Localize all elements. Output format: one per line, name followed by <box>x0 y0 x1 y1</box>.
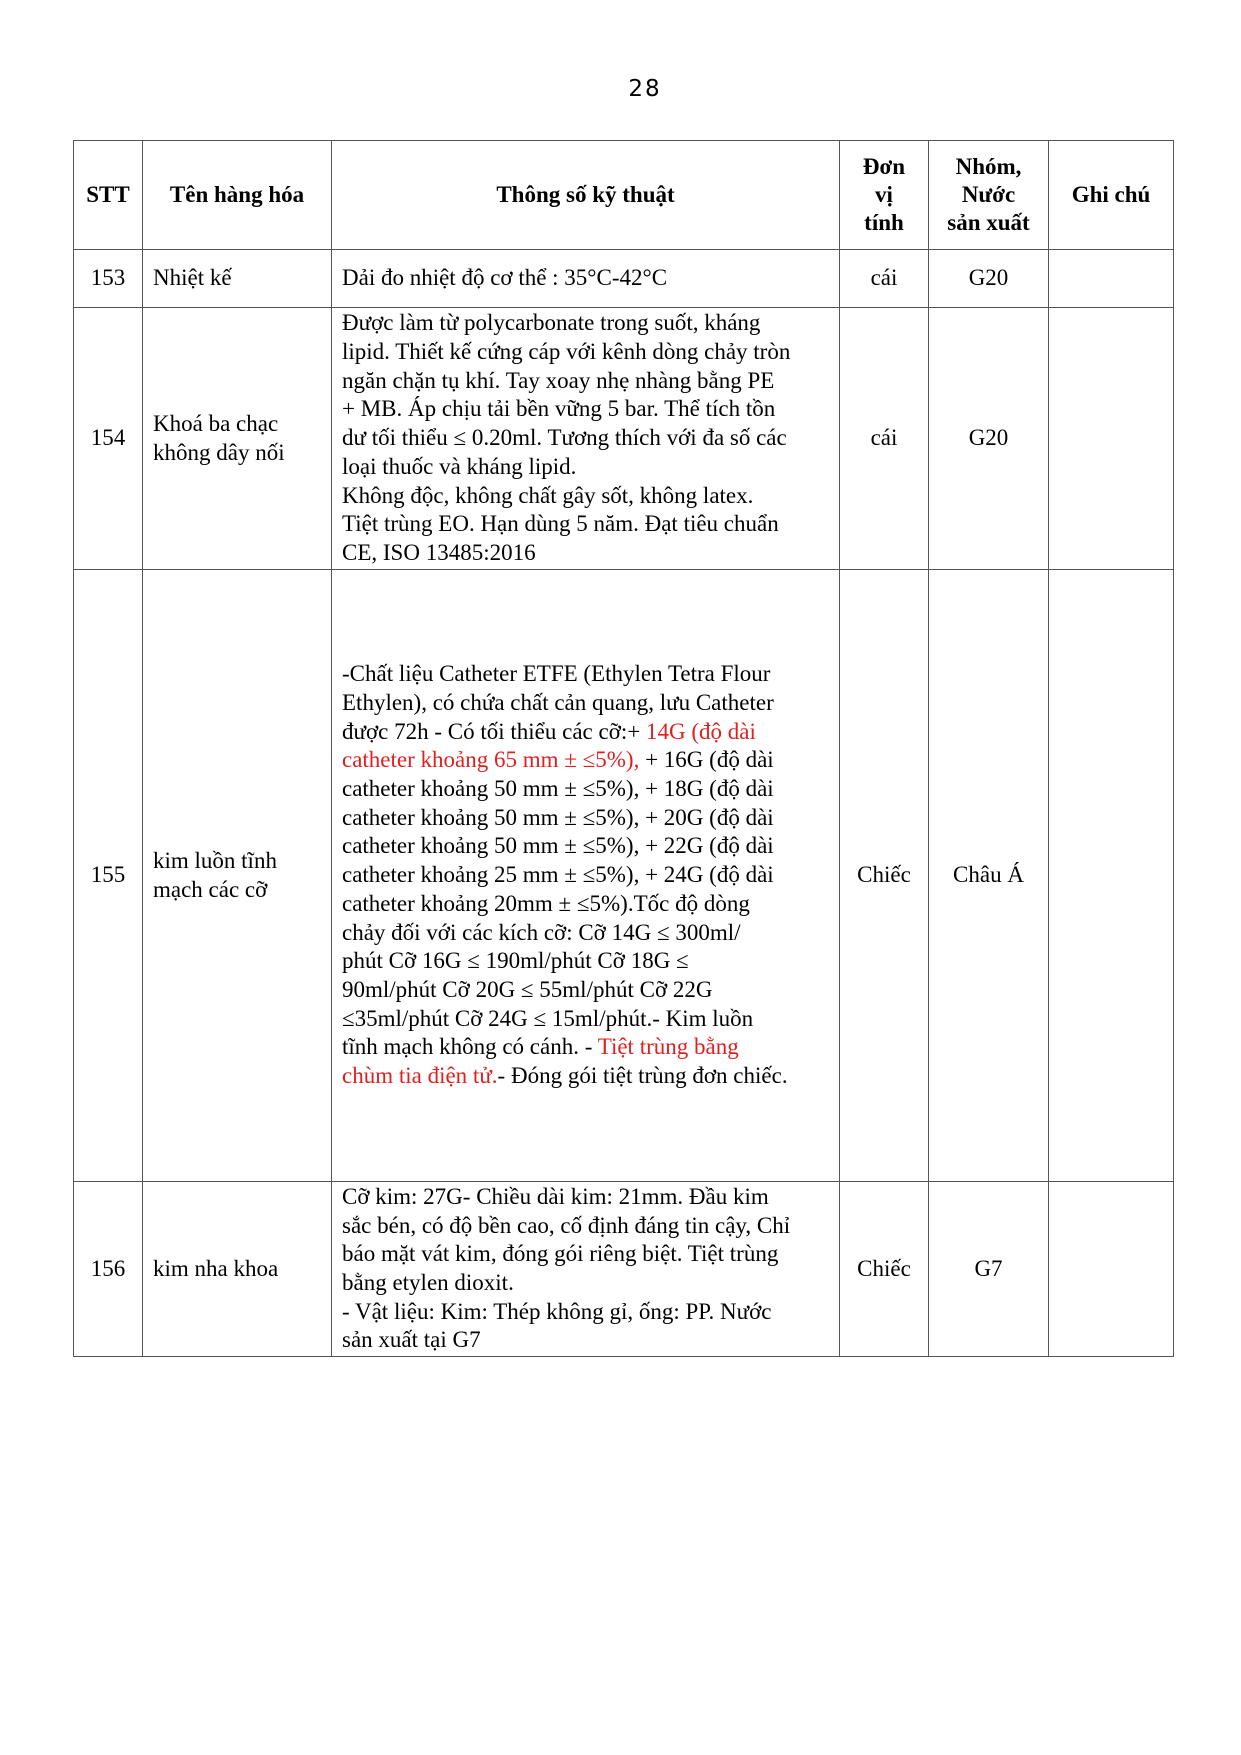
table-row <box>74 1182 1174 1357</box>
spec-highlight: 14G (độ dài <box>645 718 756 744</box>
spec-line: + MB. Áp chịu tải bền vững 5 bar. Thể tích tồn <box>342 396 776 422</box>
table-header-row <box>74 141 1174 250</box>
spec-text: catheter khoảng 50 mm ± ≤5%), + 18G (độ dài <box>342 776 774 802</box>
spec-text: - Đóng gói tiệt trùng đơn chiếc. <box>497 1063 788 1089</box>
spec-line: Dải đo nhiệt độ cơ thể : 35°C-42°C <box>342 265 668 291</box>
cell-unit: Chiếc <box>840 570 929 1182</box>
spec-highlight: catheter khoảng 65 mm ± ≤5%), <box>342 747 640 773</box>
cell-name <box>143 1182 332 1357</box>
spec-text: 90ml/phút Cỡ 20G ≤ 55ml/phút Cỡ 22G <box>342 976 713 1002</box>
cell-group: G20 <box>929 308 1049 570</box>
spec-line: sắc bén, có độ bền cao, cố định đáng tin cậy, Chỉ <box>342 1212 791 1238</box>
cell-note <box>1049 570 1174 1182</box>
cell-stt: 153 <box>74 250 143 308</box>
cell-name-line: kim luồn tĩnh <box>153 847 277 873</box>
spec-text: catheter khoảng 20mm ± ≤5%).Tốc độ dòng <box>342 890 750 916</box>
spec-line: - Vật liệu: Kim: Thép không gỉ, ống: PP. Nước <box>342 1298 772 1324</box>
cell-unit: cái <box>840 308 929 570</box>
cell-name-line: không dây nối <box>153 439 285 465</box>
header-unit-line: vị <box>875 182 893 207</box>
spec-text: chảy đối với các kích cỡ: Cỡ 14G ≤ 300ml/ <box>342 919 741 945</box>
table-row <box>74 308 1174 570</box>
spec-line: ngăn chặn tụ khí. Tay xoay nhẹ nhàng bằng PE <box>342 367 775 393</box>
cell-note <box>1049 250 1174 308</box>
cell-stt: 155 <box>74 570 143 1182</box>
spec-text: catheter khoảng 25 mm ± ≤5%), + 24G (độ dài <box>342 862 774 888</box>
header-unit <box>840 141 929 250</box>
cell-name <box>143 308 332 570</box>
goods-spec-table <box>73 140 1174 1357</box>
header-group-line: sản xuất <box>947 210 1030 235</box>
cell-name-line: mạch các cỡ <box>153 876 268 902</box>
cell-spec <box>332 308 840 570</box>
cell-note <box>1049 1182 1174 1357</box>
spec-text: được 72h - Có tối thiểu các cỡ:+ <box>342 718 646 744</box>
cell-note <box>1049 308 1174 570</box>
cell-name-line: Nhiệt kế <box>153 265 232 291</box>
cell-spec <box>332 1182 840 1357</box>
cell-spec <box>332 250 840 308</box>
header-stt: STT <box>74 141 143 250</box>
spec-text: Ethylen), có chứa chất cản quang, lưu Catheter <box>342 689 774 715</box>
cell-spec <box>332 570 840 1182</box>
cell-group: G20 <box>929 250 1049 308</box>
spec-line: loại thuốc và kháng lipid. <box>342 453 577 479</box>
spec-text: ≤35ml/phút Cỡ 24G ≤ 15ml/phút.- Kim luồn <box>342 1005 754 1031</box>
spec-line: lipid. Thiết kế cứng cáp với kênh dòng chảy tròn <box>342 339 791 365</box>
header-spec: Thông số kỹ thuật <box>332 141 840 250</box>
cell-group: Châu Á <box>929 570 1049 1182</box>
spec-line: bằng etylen dioxit. <box>342 1270 514 1295</box>
cell-group: G7 <box>929 1182 1049 1357</box>
header-group-line: Nước <box>961 182 1016 207</box>
cell-name-line: kim nha khoa <box>153 1255 279 1281</box>
spec-line: Được làm từ polycarbonate trong suốt, kháng <box>342 310 761 336</box>
cell-name <box>143 570 332 1182</box>
spec-highlight: chùm tia điện tử. <box>342 1063 498 1089</box>
header-group <box>929 141 1049 250</box>
spec-line: Không độc, không chất gây sốt, không latex. <box>342 482 754 508</box>
cell-name <box>143 250 332 308</box>
spec-text: phút Cỡ 16G ≤ 190ml/phút Cỡ 18G ≤ <box>342 948 689 974</box>
cell-unit: cái <box>840 250 929 308</box>
spec-line: Tiệt trùng EO. Hạn dùng 5 năm. Đạt tiêu chuẩn <box>342 511 779 537</box>
header-unit-line: tính <box>864 210 904 235</box>
spec-line: dư tối thiểu ≤ 0.20ml. Tương thích với đa số các <box>342 425 787 451</box>
spec-text: -Chất liệu Catheter ETFE (Ethylen Tetra Flour <box>342 661 771 687</box>
header-name: Tên hàng hóa <box>143 141 332 250</box>
spec-line: Cỡ kim: 27G- Chiều dài kim: 21mm. Đầu kim <box>342 1183 769 1209</box>
cell-stt: 156 <box>74 1182 143 1357</box>
spec-highlight: Tiệt trùng bằng <box>597 1034 739 1060</box>
table-row <box>74 570 1174 1182</box>
spec-line: báo mặt vát kim, đóng gói riêng biệt. Tiệt trùng <box>342 1241 779 1267</box>
header-group-line: Nhóm, <box>955 154 1022 179</box>
spec-line: sản xuất tại G7 <box>342 1327 481 1353</box>
spec-text: + 16G (độ dài <box>639 747 774 773</box>
header-unit-line: Đơn <box>862 154 906 179</box>
page-number: 28 <box>628 76 662 102</box>
cell-stt: 154 <box>74 308 143 570</box>
spec-text: catheter khoảng 50 mm ± ≤5%), + 22G (độ dài <box>342 833 774 859</box>
header-note: Ghi chú <box>1049 141 1174 250</box>
spec-line: CE, ISO 13485:2016 <box>342 539 536 565</box>
cell-unit: Chiếc <box>840 1182 929 1357</box>
table-row <box>74 250 1174 308</box>
cell-name-line: Khoá ba chạc <box>153 410 279 436</box>
spec-text: tĩnh mạch không có cánh. - <box>342 1034 598 1060</box>
spec-text: catheter khoảng 50 mm ± ≤5%), + 20G (độ dài <box>342 804 774 830</box>
